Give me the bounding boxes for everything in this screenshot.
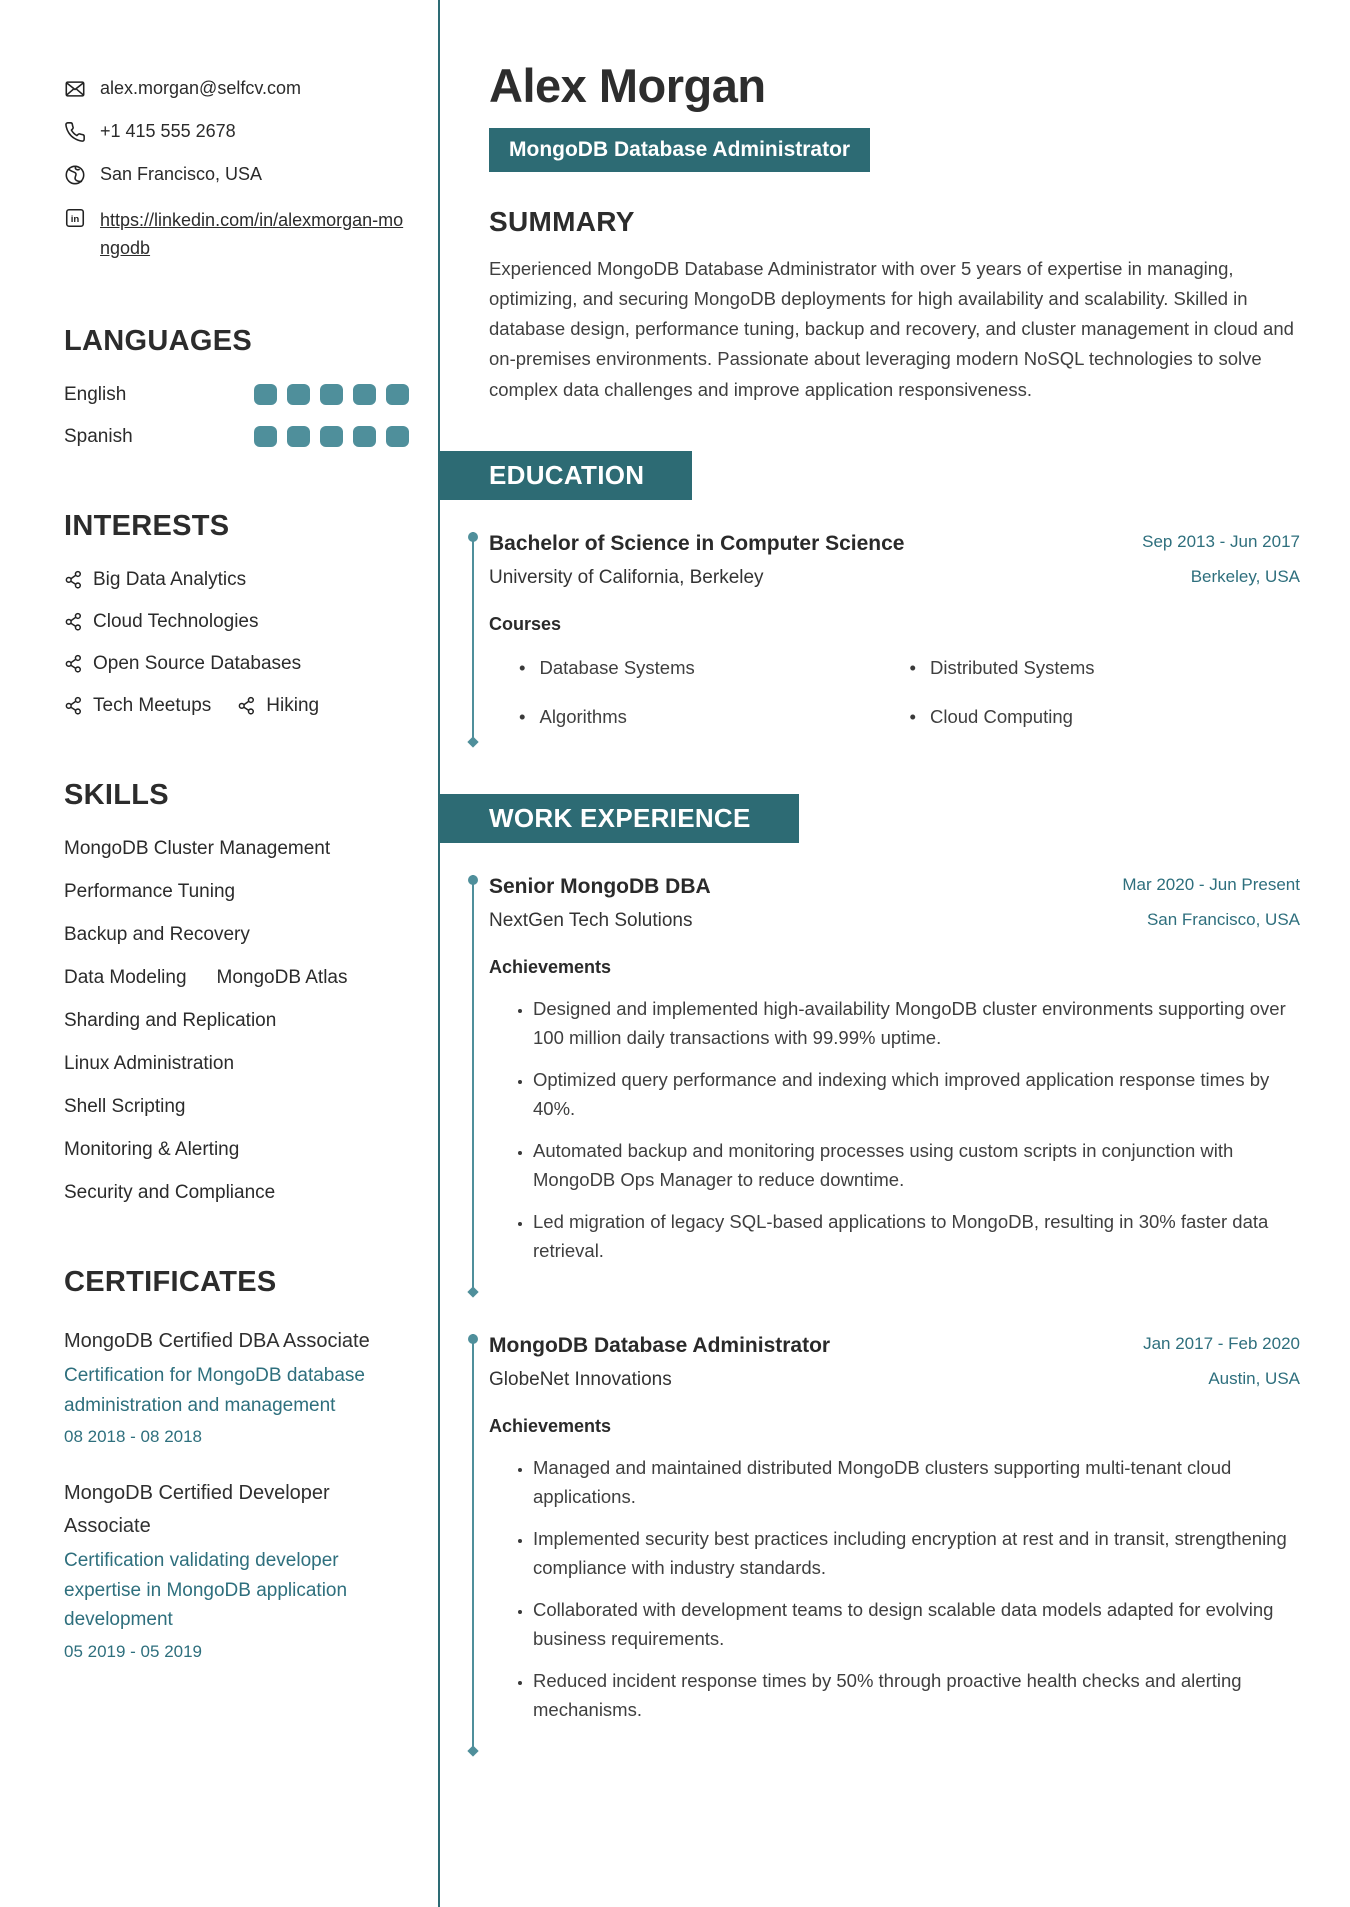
contact-email <box>64 78 409 100</box>
achievement-item: • Designed and implemented high-availability MongoDB cluster environments supporting over 100 million daily transactions with 99.99% uptime. <box>533 994 1300 1052</box>
level-dot <box>386 426 409 447</box>
job-entry <box>472 1334 1300 1751</box>
person-name: Alex Morgan <box>489 59 766 112</box>
languages-section <box>64 325 409 448</box>
interest-label: Hiking <box>266 694 320 716</box>
language-row-english <box>64 384 409 406</box>
education-entry-right <box>1142 532 1300 587</box>
skill-item: Sharding and Replication <box>64 1009 277 1031</box>
job-location: San Francisco, USA <box>1146 909 1300 929</box>
skill-item: Shell Scripting <box>64 1095 186 1117</box>
certificate-name: MongoDB Certified DBA Associate <box>64 1329 370 1352</box>
courses-label: Courses <box>489 613 562 634</box>
achievements-list <box>489 994 1300 1265</box>
skill-item: Backup and Recovery <box>64 923 250 945</box>
summary-text: Experienced MongoDB Database Administrator with over 5 years of expertise in managing, optimizing, and securing MongoDB deployments for high availability and scalability. Skilled in database design, performance tuning, backup and recovery, and cluster management in cloud and on-premises environments. Passionate about leveraging modern NoSQL technologies to solve complex data challenges and improve application responsiveness. <box>489 258 1294 400</box>
education-entry <box>472 532 1300 742</box>
achievement-item: • Led migration of legacy SQL-based applications to MongoDB, resulting in 30% faster data retrieval. <box>533 1207 1300 1265</box>
phone-icon <box>64 121 86 143</box>
level-dot <box>353 384 376 405</box>
job-entry-head <box>489 875 1300 932</box>
share-nodes-icon <box>64 570 83 589</box>
degree-title: Bachelor of Science in Computer Science <box>489 531 905 555</box>
courses-list <box>489 657 1300 728</box>
globe-icon <box>64 164 86 186</box>
skills-title: SKILLS <box>64 778 169 811</box>
contact-linkedin <box>64 207 409 263</box>
skill-item-pair: Data Modeling MongoDB Atlas <box>64 966 348 988</box>
achievement-item: • Collaborated with development teams to design scalable data models adapted for evolving business requirements. <box>533 1595 1300 1653</box>
job-role: Senior MongoDB DBA <box>489 874 711 898</box>
summary-section <box>489 206 1300 405</box>
education-section <box>489 405 1300 742</box>
education-dates: Sep 2013 - Jun 2017 <box>1142 531 1300 551</box>
share-nodes-icon <box>237 696 256 715</box>
skill-item: MongoDB Cluster Management <box>64 837 331 859</box>
job-entry <box>472 875 1300 1292</box>
level-dot <box>287 426 310 447</box>
interest-row <box>64 653 409 675</box>
level-dot <box>254 384 277 405</box>
language-name: Spanish <box>64 425 133 447</box>
level-dot <box>287 384 310 405</box>
achievements-label: Achievements <box>489 956 612 977</box>
skill-item: Linux Administration <box>64 1052 235 1074</box>
languages-title: LANGUAGES <box>64 324 252 357</box>
interest-label: Big Data Analytics <box>93 568 247 590</box>
level-dot <box>320 384 343 405</box>
contact-location-city-text: +1 415 555 2678 <box>100 121 236 141</box>
svg-text:in: in <box>70 213 80 225</box>
interest-label: Cloud Technologies <box>93 610 259 632</box>
interest-label: Open Source Databases <box>93 652 302 674</box>
level-dot <box>254 426 277 447</box>
job-entry-head <box>489 1334 1300 1391</box>
contact-location-text: San Francisco, USA <box>100 164 263 184</box>
interest-row <box>64 569 409 591</box>
work-experience-section <box>489 742 1300 1752</box>
job-role: MongoDB Database Administrator <box>489 1333 831 1357</box>
interest-item <box>64 611 259 633</box>
certificate-item <box>64 1325 409 1447</box>
certificates-section <box>64 1266 409 1662</box>
school-name: University of California, Berkeley <box>489 566 764 588</box>
language-level-indicator <box>254 426 409 447</box>
certificates-title: CERTIFICATES <box>64 1265 277 1298</box>
share-nodes-icon <box>64 696 83 715</box>
interests-title: INTERESTS <box>64 509 230 542</box>
email-icon <box>64 78 86 100</box>
interest-row <box>64 611 409 633</box>
education-entry-head <box>489 532 1300 589</box>
job-entry-left <box>489 1334 830 1391</box>
skills-section <box>64 779 409 1204</box>
job-location: Austin, USA <box>1208 1368 1300 1388</box>
course-item: • Cloud Computing <box>910 706 1301 728</box>
certificate-name: MongoDB Certified Developer Associate <box>64 1482 330 1537</box>
level-dot <box>353 426 376 447</box>
level-dot <box>386 384 409 405</box>
certificate-item <box>64 1477 409 1662</box>
share-nodes-icon <box>64 654 83 673</box>
skill-item: Security and Compliance <box>64 1181 276 1203</box>
level-dot <box>320 426 343 447</box>
achievements-list <box>489 1453 1300 1724</box>
education-banner: EDUCATION <box>440 451 692 500</box>
contact-email-text: alex.morgan@selfcv.com <box>100 78 302 98</box>
course-item: • Algorithms <box>519 706 910 728</box>
course-item: • Database Systems <box>519 657 910 679</box>
linkedin-icon <box>64 207 86 229</box>
skill-item: Monitoring & Alerting <box>64 1138 240 1160</box>
job-dates: Jan 2017 - Feb 2020 <box>1143 1333 1300 1353</box>
certificate-description: Certification validating developer expertise in MongoDB application development <box>64 1550 348 1631</box>
certificate-dates: 05 2019 - 05 2019 <box>64 1641 203 1661</box>
language-row-spanish <box>64 426 409 448</box>
job-entry-right <box>1122 875 1300 930</box>
course-item: • Distributed Systems <box>910 657 1301 679</box>
job-entry-left <box>489 875 711 932</box>
achievement-item: • Implemented security best practices including encryption at rest and in transit, strengthening compliance with industry standards. <box>533 1524 1300 1582</box>
certificate-description: Certification for MongoDB database administration and management <box>64 1365 365 1416</box>
work-experience-banner: WORK EXPERIENCE <box>440 794 799 843</box>
interest-item <box>64 695 211 717</box>
achievements-label: Achievements <box>489 1415 612 1436</box>
job-title-badge: MongoDB Database Administrator <box>489 128 870 172</box>
contact-location <box>64 164 409 186</box>
interest-item <box>64 653 301 675</box>
achievement-item: • Optimized query performance and indexing which improved application response times by 40%. <box>533 1065 1300 1123</box>
main-column <box>440 0 1350 1791</box>
share-nodes-icon <box>64 612 83 631</box>
summary-title: SUMMARY <box>489 206 635 237</box>
interests-section <box>64 510 409 717</box>
interest-item <box>64 569 246 591</box>
interest-label: Tech Meetups <box>93 694 212 716</box>
achievement-item: • Managed and maintained distributed MongoDB clusters supporting multi-tenant cloud applications. <box>533 1453 1300 1511</box>
education-entry-left <box>489 532 904 589</box>
skill-item: Performance Tuning <box>64 880 236 902</box>
interest-row <box>64 695 409 717</box>
language-name: English <box>64 383 127 405</box>
job-dates: Mar 2020 - Jun Present <box>1122 874 1300 894</box>
linkedin-link[interactable]: https://linkedin.com/in/alexmorgan-mongodb <box>100 210 404 258</box>
sidebar <box>64 78 409 1692</box>
certificate-dates: 08 2018 - 08 2018 <box>64 1427 203 1447</box>
contact-section <box>64 78 409 263</box>
job-entry-right <box>1143 1334 1300 1389</box>
achievement-item: • Reduced incident response times by 50% through proactive health checks and alerting mechanisms. <box>533 1666 1300 1724</box>
achievement-item: • Automated backup and monitoring processes using custom scripts in conjunction with MongoDB Ops Manager to reduce downtime. <box>533 1136 1300 1194</box>
job-company: NextGen Tech Solutions <box>489 909 693 931</box>
education-location: Berkeley, USA <box>1190 566 1300 586</box>
language-level-indicator <box>254 384 409 405</box>
interest-item <box>237 695 319 717</box>
job-company: GlobeNet Innovations <box>489 1368 672 1390</box>
contact-phone <box>64 121 409 143</box>
